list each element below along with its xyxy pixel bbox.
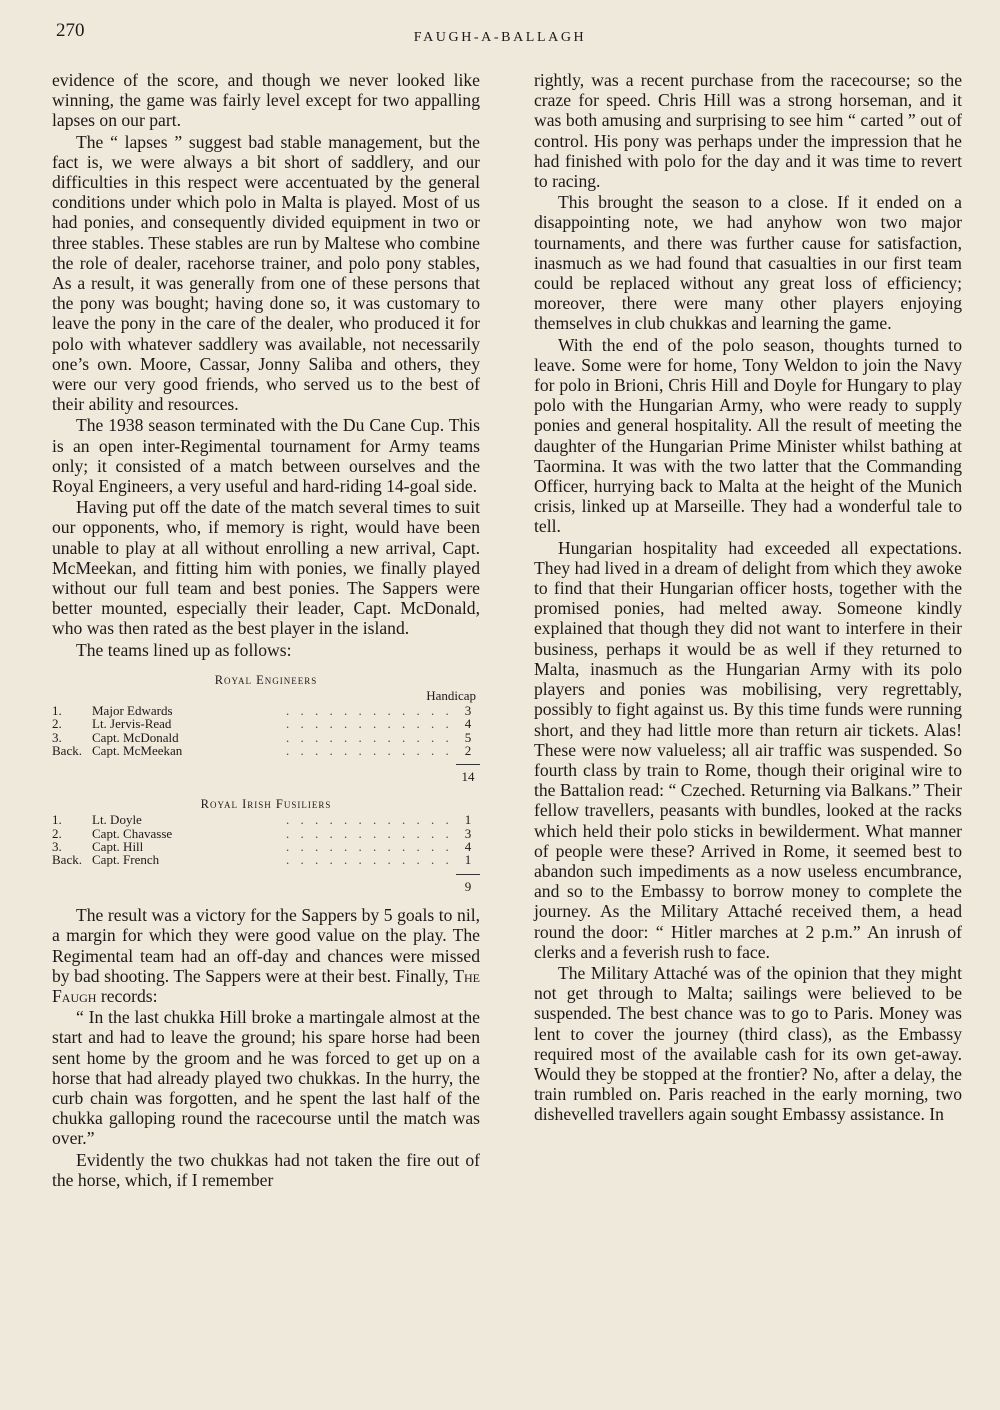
player-row bbox=[52, 813, 480, 826]
paragraph: rightly, was a recent purchase from the racecourse; so the craze for speed. Chris Hill was a strong horseman, and it was both amusing and surprising to see him “ carted ” out of control. His pony was perhaps under the impression that he had finished with polo for the day and it was time to revert to racing. bbox=[534, 70, 962, 192]
handicap-heading: Handicap bbox=[426, 688, 476, 704]
paragraph: The Military Attaché was of the opinion that they might not get through to Malta; sailings were believed to be suspended. The best chance was to go to Paris. Money was lent to cover the journey (third class), as the Embassy required most of the available cash for its own get-away. Would they be stopped at the frontier? No, after a delay, the train rumbled on. Paris reached in the early morning, two dishevelled travellers again sought Embassy assistance. In bbox=[534, 962, 962, 1125]
leader-dots: . . . . . . . . . . . . bbox=[286, 742, 453, 758]
leader-dots: . . . . . . . . . . . . bbox=[286, 702, 453, 718]
page-number: 270 bbox=[56, 20, 85, 41]
player-name: Capt. Chavasse bbox=[92, 825, 173, 841]
player-position: 3. bbox=[52, 729, 62, 745]
player-row bbox=[52, 704, 480, 717]
player-name: Major Edwards bbox=[92, 702, 173, 718]
paragraph: The teams lined up as follows: bbox=[76, 639, 292, 660]
player-row bbox=[52, 744, 480, 757]
player-handicap: 1 bbox=[464, 812, 472, 828]
leader-dots: . . . . . . . . . . . . bbox=[286, 716, 453, 732]
player-row bbox=[52, 853, 480, 866]
paragraph: evidence of the score, and though we never looked like winning, the game was fairly level except for two appalling lapses on our part. bbox=[52, 70, 480, 131]
player-position: 1. bbox=[52, 702, 62, 718]
player-row bbox=[52, 717, 480, 730]
paragraph: Having put off the date of the match several times to suit our opponents, who, if memory is right, would have been unable to play at all without enrolling a new arrival, Capt. McMeekan, and fitting him with ponies, we finally played without our full team and best ponies. The Sappers were better mounted, especially their leader, Capt. McDonald, who was then rated as the best player in the island. bbox=[52, 497, 480, 639]
player-handicap: 1 bbox=[464, 852, 472, 868]
leader-dots: . . . . . . . . . . . . bbox=[286, 825, 453, 841]
left-column bbox=[52, 70, 480, 1190]
paragraph: With the end of the polo season, thoughts turned to leave. Some were for home, Tony Weldon to join the Navy for polo in Brioni, Chris Hill and Doyle for Hungary to play polo with the Hungarian Army, who were ready to supply ponies and general hospitality. All the result of meeting the daughter of the Hungarian Prime Minister whilst bathing at Taormina. It was with the two latter that the Commanding Officer, hurrying back to Malta at the height of the Munich crisis, linked up at Marseille. They had a wonderful tale to tell. bbox=[534, 334, 962, 537]
player-name: Capt. McMeekan bbox=[92, 742, 183, 758]
player-name: Capt. French bbox=[92, 852, 160, 868]
player-position: Back. bbox=[52, 742, 82, 758]
player-position: 2. bbox=[52, 716, 62, 732]
team-total-value: 14 bbox=[456, 764, 480, 783]
player-row bbox=[52, 731, 480, 744]
leader-dots: . . . . . . . . . . . . bbox=[286, 838, 453, 854]
paragraph: Hungarian hospitality had exceeded all expectations. They had lived in a dream of delight from which they awoke to find that their Hungarian officer hosts, together with the promised ponies, had melted away. Someone kindly explained that though they did not want to interfere in their business, perhaps it would be as well if they returned to Malta, inasmuch as the Hungarian Army with its polo players and ponies was mobilising, very regrettably, possibly to fight against us. By this time funds were running short, and they had little more than return air tickets. Alas! These were now valueless; all air traffic was suspended. So fourth class by train to Rome, though their original wire to the Battalion read: “ Czeched. Returning via Balkans.” Their fellow travellers, peasants with bundles, looked at the racks which held their polo sticks in bewilderment. What manner of people were these? Arrived in Rome, it seemed best to abandon such impediments as a now useless encumbrance, and so to the Embassy to borrow money to complete the journey. As the Military Attaché received them, a head round the door: “ Hitler marches at 2 p.m.” An inrush of clerks and a feverish rush to face. bbox=[534, 537, 962, 962]
player-position: Back. bbox=[52, 852, 82, 868]
player-name: Lt. Jervis-Read bbox=[92, 716, 172, 732]
player-position: 2. bbox=[52, 825, 62, 841]
player-row bbox=[52, 827, 480, 840]
paragraph: Evidently the two chukkas had not taken the fire out of the horse, which, if I remember bbox=[52, 1149, 480, 1190]
team-total-value: 9 bbox=[456, 874, 480, 893]
team-total bbox=[52, 870, 480, 893]
paragraph: The 1938 season terminated with the Du Cane Cup. This is an open inter-Regimental tournament for Army teams only; it consisted of a match between ourselves and the Royal Engineers, a very useful and hard-riding 14-goal side. bbox=[52, 415, 480, 497]
player-handicap: 3 bbox=[464, 702, 472, 718]
quotation: “ In the last chukka Hill broke a martingale almost at the start and had to leave the ground; his spare horse had been sent home by the groom and he was forced to get up on a horse that had already played two chukkas. In the hurry, the curb chain was forgotten, and he spent the last half of the chukka galloping round the racecourse until the match was over.” bbox=[52, 1007, 480, 1149]
player-position: 3. bbox=[52, 838, 62, 854]
running-title: FAUGH-A-BALLAGH bbox=[413, 30, 587, 45]
player-name: Capt. Hill bbox=[92, 838, 144, 854]
paragraph: This brought the season to a close. If it ended on a disappointing note, we had anyhow won two major tournaments, and there was further cause for satisfaction, inasmuch as we had found that casualties in our first team could be replaced without any great loss of efficiency; moreover, there were many other players enjoying themselves in club chukkas and learning the game. bbox=[534, 192, 962, 334]
leader-dots: . . . . . . . . . . . . bbox=[286, 812, 453, 828]
team-heading: Royal Engineers bbox=[214, 672, 318, 687]
player-name: Lt. Doyle bbox=[92, 812, 142, 828]
paragraph: The “ lapses ” suggest bad stable management, but the fact is, we were always a bit short of saddlery, and our difficulties in this respect were accentuated by the general conditions under which polo in Malta is played. Most of us had ponies, and consequently divided equipment in two or three stables. These stables are run by Maltese who combine the role of dealer, racehorse trainer, and polo pony stables, As a result, it was generally from one of these persons that the pony was bought; having done so, it was customary to leave the pony in the care of the dealer, who produced it for polo with whatever saddlery was available, not necessarily one’s own. Moore, Cassar, Jonny Saliba and others, they were our very good friends, who served us to the best of their ability and resources. bbox=[52, 131, 480, 415]
team-lineups bbox=[52, 674, 480, 893]
player-name: Capt. McDonald bbox=[92, 729, 179, 745]
player-handicap: 4 bbox=[464, 838, 472, 854]
leader-dots: . . . . . . . . . . . . bbox=[286, 729, 453, 745]
player-row bbox=[52, 840, 480, 853]
paragraph-text: records: bbox=[96, 985, 158, 1006]
player-handicap: 4 bbox=[464, 716, 472, 732]
player-position: 1. bbox=[52, 812, 62, 828]
player-handicap: 2 bbox=[464, 742, 472, 758]
team-heading: Royal Irish Fusiliers bbox=[200, 796, 332, 811]
player-handicap: 5 bbox=[464, 729, 472, 745]
team-total bbox=[52, 760, 480, 783]
right-column bbox=[534, 70, 962, 1125]
paragraph-text: The result was a victory for the Sappers by 5 goals to nil, a margin for which they were good value on the play. The Regimental team had an off-day and chances were missed by bad shooting. The Sappers were at their best. Finally, bbox=[52, 905, 480, 986]
player-handicap: 3 bbox=[464, 825, 472, 841]
journal-name: The Faugh bbox=[52, 965, 480, 1006]
leader-dots: . . . . . . . . . . . . bbox=[286, 852, 453, 868]
paragraph bbox=[52, 905, 480, 1006]
